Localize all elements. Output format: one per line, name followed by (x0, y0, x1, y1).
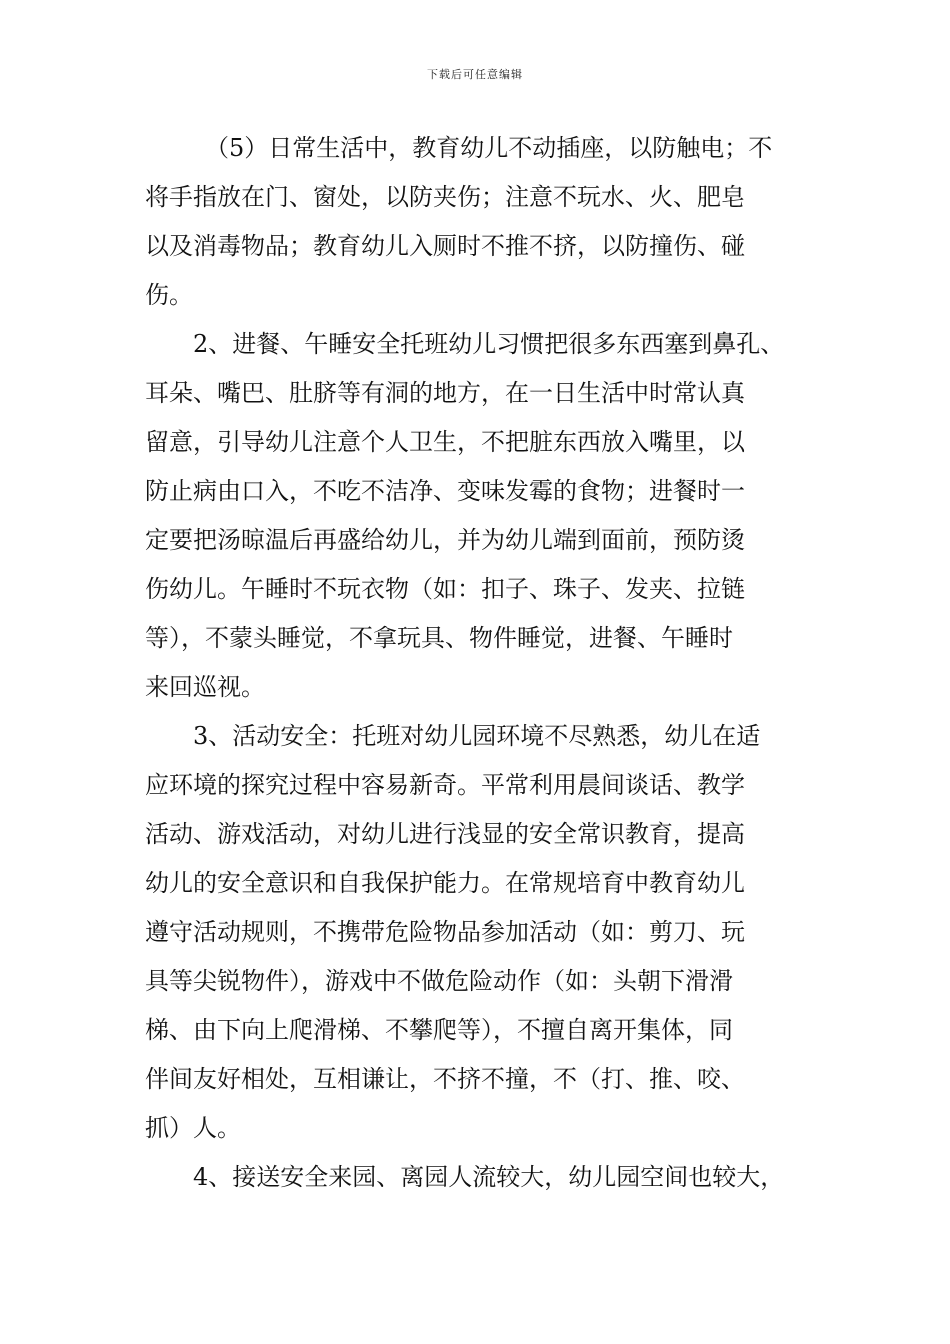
text-line: 以及消毒物品；教育幼儿入厕时不推不挤，以防撞伤、碰 (145, 232, 745, 260)
paragraph-3 (145, 712, 810, 1153)
page-header: 下载后可任意编辑 (427, 68, 523, 81)
paragraph-2 (145, 320, 810, 712)
document-body (145, 124, 810, 1202)
text-line: 耳朵、嘴巴、肚脐等有洞的地方，在一日生活中时常认真 (145, 379, 745, 407)
text-line: 抓）人。 (145, 1114, 241, 1142)
text-line: 伤幼儿。午睡时不玩衣物（如：扣子、珠子、发夹、拉链 (145, 575, 745, 603)
text-line: 遵守活动规则，不携带危险物品参加活动（如：剪刀、玩 (145, 918, 745, 946)
text-line: 幼儿的安全意识和自我保护能力。在常规培育中教育幼儿 (145, 869, 745, 897)
text-line: 活动、游戏活动，对幼儿进行浅显的安全常识教育，提高 (145, 820, 745, 848)
text-line: 将手指放在门、窗处，以防夹伤；注意不玩水、火、肥皂 (145, 183, 745, 211)
text-line: 伤。 (145, 281, 193, 309)
text-line: 应环境的探究过程中容易新奇。平常利用晨间谈话、教学 (145, 771, 745, 799)
text-line: 梯、由下向上爬滑梯、不攀爬等），不擅自离开集体，同 (145, 1016, 733, 1044)
text-line: 3、活动安全：托班对幼儿园环境不尽熟悉，幼儿在适 (193, 722, 761, 750)
text-line: （5）日常生活中，教育幼儿不动插座，以防触电；不 (205, 134, 773, 162)
paragraph-5 (145, 124, 810, 320)
text-line: 伴间友好相处，互相谦让，不挤不撞，不（打、推、咬、 (145, 1065, 745, 1093)
text-line: 防止病由口入，不吃不洁净、变味发霉的食物；进餐时一 (145, 477, 745, 505)
text-line: 定要把汤晾温后再盛给幼儿，并为幼儿端到面前，预防烫 (145, 526, 745, 554)
text-line: 来回巡视。 (145, 673, 265, 701)
paragraph-4 (145, 1153, 810, 1202)
text-line: 具等尖锐物件），游戏中不做危险动作（如：头朝下滑滑 (145, 967, 733, 995)
text-line: 留意，引导幼儿注意个人卫生，不把脏东西放入嘴里，以 (145, 428, 745, 456)
text-line: 2、进餐、午睡安全托班幼儿习惯把很多东西塞到鼻孔、 (193, 330, 785, 358)
text-line: 等），不蒙头睡觉，不拿玩具、物件睡觉，进餐、午睡时 (145, 624, 733, 652)
text-line: 4、接送安全来园、离园人流较大，幼儿园空间也较大， (193, 1163, 785, 1191)
